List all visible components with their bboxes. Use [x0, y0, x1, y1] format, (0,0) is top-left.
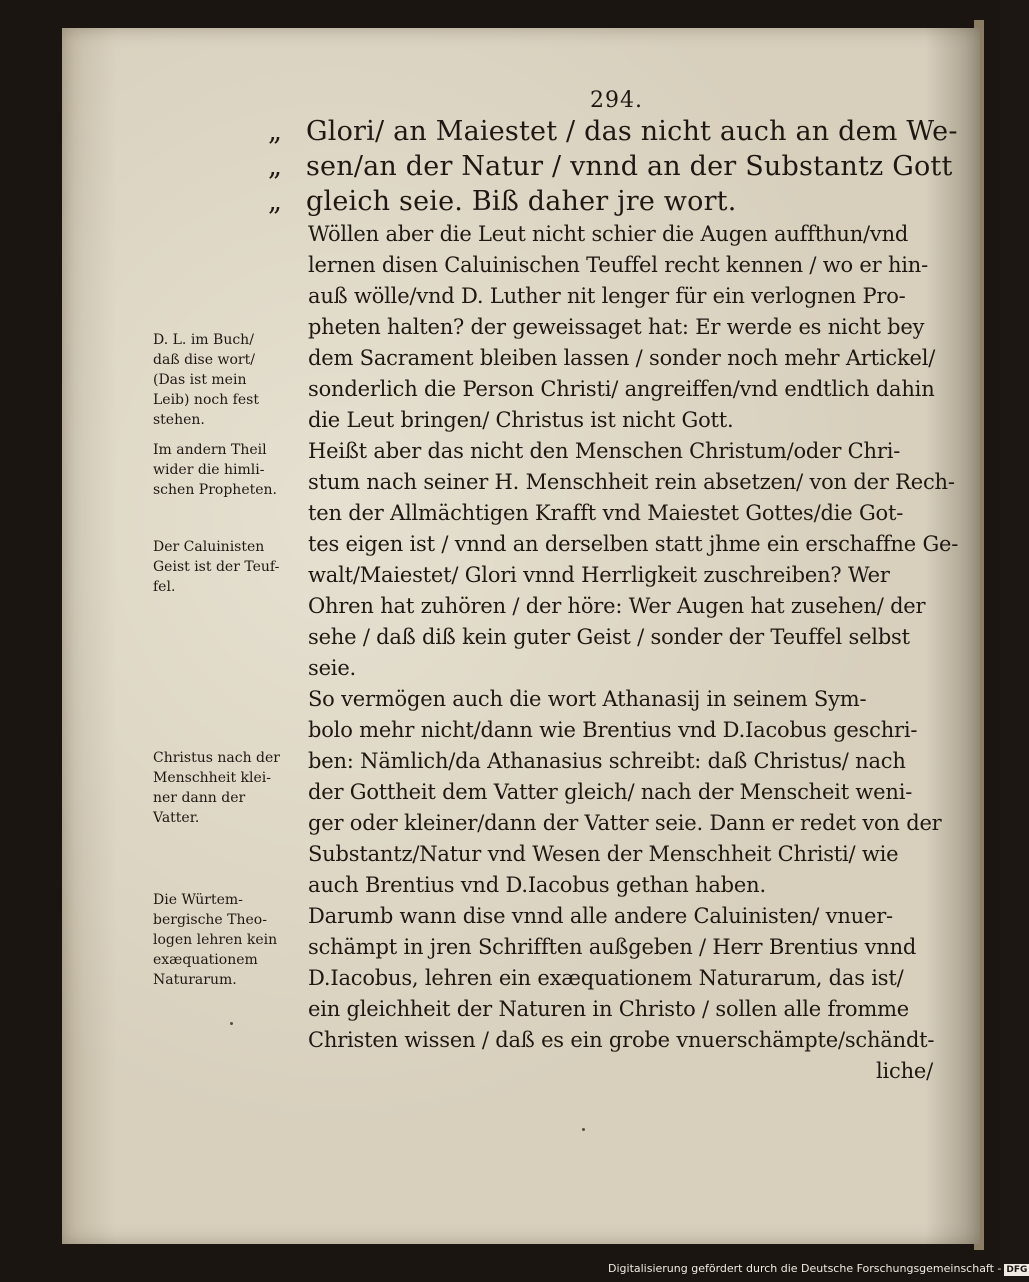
quote-mark: „: [268, 151, 283, 182]
text-line: [268, 219, 933, 250]
text-line: [268, 250, 933, 281]
paper-speck: [230, 1022, 233, 1025]
text-line: [268, 343, 936, 374]
margin-note-line: Der Caluinisten: [153, 539, 265, 555]
line-text: Darumb wann dise vnnd alle andere Caluinisten/ vnuer-: [308, 904, 893, 928]
line-text: Ohren hat zuhören / der höre: Wer Augen hat zusehen/ der: [308, 594, 926, 618]
text-line: [268, 591, 933, 622]
line-text: auß wölle/vnd D. Luther nit lenger für ein verlognen Pro-: [308, 284, 906, 308]
line-text: die Leut bringen/ Christus ist nicht Gott.: [308, 408, 734, 432]
line-text: Heißt aber das nicht den Menschen Christum/oder Chri-: [308, 439, 901, 463]
text-line: [268, 374, 933, 405]
line-text: stum nach seiner H. Menschheit rein absetzen/ von der Rech-: [308, 470, 955, 494]
footer-text: Digitalisierung gefördert durch die Deutsche Forschungsgemeinschaft -: [608, 1262, 1002, 1275]
text-line: [268, 114, 958, 149]
margin-note-line: stehen.: [153, 412, 205, 428]
line-text: sen/an der Natur / vnnd an der Substantz Gott: [306, 151, 953, 182]
dfg-logo: DFG: [1006, 1265, 1028, 1275]
line-text: pheten halten? der geweissaget hat: Er werde es nicht bey: [308, 315, 925, 339]
line-text: ben: Nämlich/da Athanasius schreibt: daß Christus/ nach: [308, 749, 906, 773]
margin-note-line: (Das ist mein: [153, 372, 247, 388]
line-text: lernen disen Caluinischen Teuffel recht kennen / wo er hin-: [308, 253, 929, 277]
line-text: tes eigen ist / vnnd an derselben statt jhme ein erschaffne Ge-: [308, 532, 959, 556]
margin-note: [153, 748, 280, 828]
margin-note-line: Naturarum.: [153, 972, 237, 988]
line-text: Christen wissen / daß es ein grobe vnuerschämpte/schändt-: [308, 1028, 935, 1052]
text-line: [268, 560, 933, 591]
line-text: Wöllen aber die Leut nicht schier die Augen auffthun/vnd: [308, 222, 909, 246]
margin-note-line: Christus nach der: [153, 750, 280, 766]
text-line: [268, 808, 942, 839]
line-text: ten der Allmächtigen Krafft vnd Maiestet Gottes/die Got-: [308, 501, 904, 525]
text-line: [268, 963, 933, 994]
line-text: dem Sacrament bleiben lassen / sonder noch mehr Artickel/: [308, 346, 936, 370]
margin-note-line: daß dise wort/: [153, 352, 255, 368]
text-line: [268, 467, 955, 498]
margin-note-line: fel.: [153, 579, 176, 595]
text-line: [268, 529, 959, 560]
line-text: schämpt in jren Schrifften außgeben / Herr Brentius vnnd: [308, 935, 917, 959]
margin-note-line: Menschheit klei-: [153, 770, 271, 786]
line-text: bolo mehr nicht/dann wie Brentius vnd D.Iacobus geschri-: [308, 718, 918, 742]
margin-note-line: logen lehren kein: [153, 932, 278, 948]
margin-note-line: Leib) noch fest: [153, 392, 259, 408]
margin-note: [153, 440, 277, 500]
text-line: [268, 1056, 933, 1087]
page-number: 294.: [590, 88, 643, 113]
text-line: [268, 1025, 933, 1056]
margin-note-line: bergische Theo-: [153, 912, 267, 928]
text-line: [268, 684, 933, 715]
line-text: gleich seie. Biß daher jre wort.: [306, 186, 737, 217]
quote-mark: „: [268, 116, 283, 147]
text-line: [268, 870, 933, 901]
margin-note-line: Vatter.: [153, 810, 200, 826]
margin-note-line: Die Würtem-: [153, 892, 243, 908]
text-line: [268, 405, 933, 436]
line-text: ger oder kleiner/dann der Vatter seie. Dann er redet von der: [308, 811, 942, 835]
line-text: Substantz/Natur vnd Wesen der Menschheit Christi/ wie: [308, 842, 899, 866]
margin-note: [153, 890, 277, 990]
text-line: [268, 312, 933, 343]
line-text: liche/: [875, 1059, 933, 1083]
text-line: [268, 149, 953, 184]
text-line: [268, 932, 933, 963]
margin-note-line: ner dann der: [153, 790, 246, 806]
line-text: seie.: [308, 656, 357, 680]
line-text: Glori/ an Maiestet / das nicht auch an dem We-: [306, 116, 958, 147]
text-line: [268, 777, 933, 808]
text-line: [268, 901, 933, 932]
line-text: So vermögen auch die wort Athanasij in seinem Sym-: [308, 687, 867, 711]
text-line: [268, 839, 933, 870]
paper-speck: [582, 1128, 585, 1131]
margin-note: [153, 537, 279, 597]
body-text: [268, 114, 959, 1087]
margin-note-line: D. L. im Buch/: [153, 332, 254, 348]
margin-note-line: Im andern Theil: [153, 442, 267, 458]
line-text: sonderlich die Person Christi/ angreiffen/vnd endtlich dahin: [308, 377, 935, 401]
line-text: sehe / daß diß kein guter Geist / sonder der Teuffel selbst: [308, 625, 910, 649]
text-line: [268, 994, 933, 1025]
text-line: [268, 653, 933, 684]
text-line: [268, 622, 933, 653]
text-line: [268, 715, 933, 746]
text-line: [268, 281, 933, 312]
margin-note-line: Geist ist der Teuf-: [153, 559, 280, 575]
text-line: [268, 746, 933, 777]
line-text: walt/Maiestet/ Glori vnnd Herrligkeit zuschreiben? Wer: [308, 563, 890, 587]
text-line: [268, 436, 933, 467]
line-text: ein gleichheit der Naturen in Christo / sollen alle fromme: [308, 997, 910, 1021]
text-line: [268, 498, 933, 529]
digitization-footer: [608, 1262, 1029, 1276]
line-text: auch Brentius vnd D.Iacobus gethan haben.: [308, 873, 766, 897]
text-line: [268, 184, 933, 219]
margin-note-line: schen Propheten.: [153, 482, 277, 498]
line-text: der Gottheit dem Vatter gleich/ nach der Menscheit weni-: [308, 780, 913, 804]
margin-note-line: exæquationem: [153, 952, 258, 968]
quote-mark: „: [268, 186, 283, 217]
line-text: D.Iacobus, lehren ein exæquationem Naturarum, das ist/: [308, 966, 904, 990]
margin-note-line: wider die himli-: [153, 462, 265, 478]
margin-note: [153, 330, 259, 430]
